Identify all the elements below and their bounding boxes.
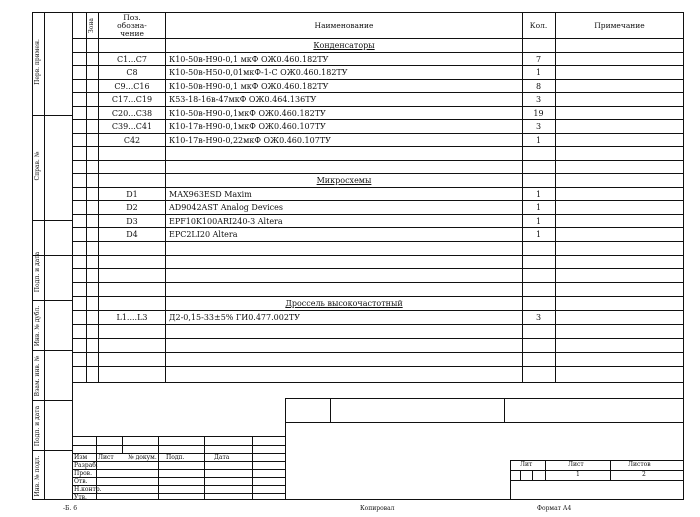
tb-listov-value: 2	[642, 471, 646, 478]
tb-lit: Лит	[520, 461, 533, 468]
row-qty: 1	[535, 190, 542, 199]
row-qty: 1	[535, 217, 542, 226]
podp-data-label-1: Подп. и дата	[34, 251, 41, 293]
row-name: К10-50в-Н90-0,1мкФ ОЖ0.460.182ТУ	[169, 109, 326, 118]
row-pos: C1...C7	[116, 55, 148, 64]
perv-primen-label: Перв. примен.	[34, 39, 41, 85]
row-qty: 7	[535, 55, 542, 64]
row-name: EPC2LI20 Altera	[169, 230, 238, 239]
tb-listov: Листов	[628, 461, 651, 468]
header-pos: Поз. обозна- чение	[117, 13, 147, 38]
tb-izm: Изм	[74, 454, 88, 461]
footer-copy: Копировал	[360, 505, 395, 512]
footer-format: Формат А4	[537, 505, 572, 512]
row-name: Д2-0,15-33±5% ГИ0.477.002ТУ	[169, 313, 301, 322]
section-ics: Микросхемы	[316, 176, 372, 185]
sprav-no-label: Справ. №	[34, 151, 41, 181]
row-qty: 1	[535, 136, 542, 145]
footer-left: -Б. 6	[63, 505, 78, 512]
section-capacitors: Конденсаторы	[313, 41, 375, 50]
row-qty: 3	[535, 95, 542, 104]
inv-dubl-label: Инв. № дубл.	[34, 305, 41, 347]
row-qty: 1	[535, 68, 542, 77]
row-qty: 1	[535, 230, 542, 239]
row-pos: L1....L3	[116, 313, 148, 322]
section-choke: Дроссель высокочастотный	[285, 299, 403, 308]
row-pos: C42	[123, 136, 141, 145]
row-pos: D4	[126, 230, 138, 239]
tb-data: Дата	[214, 454, 230, 461]
row-pos: C39...C41	[111, 122, 153, 131]
row-qty: 1	[535, 203, 542, 212]
row-name: EPF10K100ARI240-3 Altera	[169, 217, 283, 226]
tb-doc-no: № докум.	[128, 454, 157, 461]
tb-razrab: Разраб.	[74, 462, 98, 469]
row-name: К10-17в-Н90-0,1мкФ ОЖ0.460.107ТУ	[169, 122, 326, 131]
header-name: Наименование	[314, 21, 374, 30]
tb-list: Лист	[98, 454, 114, 461]
row-pos: D1	[126, 190, 138, 199]
tb-prov: Пров.	[74, 470, 92, 477]
header-note: Примечание	[594, 21, 645, 30]
row-name: К10-17в-Н90-0,22мкФ ОЖ0.460.107ТУ	[169, 136, 331, 145]
row-name: AD9042AST Analog Devices	[169, 203, 283, 212]
row-qty: 8	[535, 82, 542, 91]
header-qty: Кол.	[529, 21, 548, 30]
vzam-inv-label: Взам. инв. №	[34, 355, 41, 397]
tb-otv: Отв.	[74, 478, 88, 485]
tb-utv: Утв.	[74, 494, 87, 501]
tb-list-r: Лист	[568, 461, 584, 468]
tb-n-kontr: Н.контр.	[74, 486, 102, 493]
row-pos: C17...C19	[111, 95, 153, 104]
row-qty: 3	[535, 122, 542, 131]
row-pos: D3	[126, 217, 138, 226]
row-qty: 19	[533, 109, 544, 118]
tb-list-value: 1	[576, 471, 580, 478]
tb-podp: Подп.	[166, 454, 185, 461]
row-qty: 3	[535, 313, 542, 322]
row-name: К10-50в-Н90-0,1 мкФ ОЖ0.460.182ТУ	[169, 55, 329, 64]
inv-podl-label: Инв. № подл.	[34, 455, 41, 497]
row-pos: C8	[126, 68, 138, 77]
podp-data-label-2: Подп. и дата	[34, 405, 41, 447]
header-zone: Зона	[88, 18, 95, 33]
row-name: MAX963ESD Maxim	[169, 190, 252, 199]
row-pos: D2	[126, 203, 138, 212]
row-name: К10-50в-Н50-0,01мкФ-1-С ОЖ0.460.182ТУ	[169, 68, 348, 77]
row-name: К53-18-16в-47мкФ ОЖ0.464.136ТУ	[169, 95, 317, 104]
row-name: К10-50в-Н90-0,1 мкФ ОЖ0.460.182ТУ	[169, 82, 329, 91]
row-pos: C20...C38	[111, 109, 153, 118]
row-pos: C9...C16	[114, 82, 150, 91]
